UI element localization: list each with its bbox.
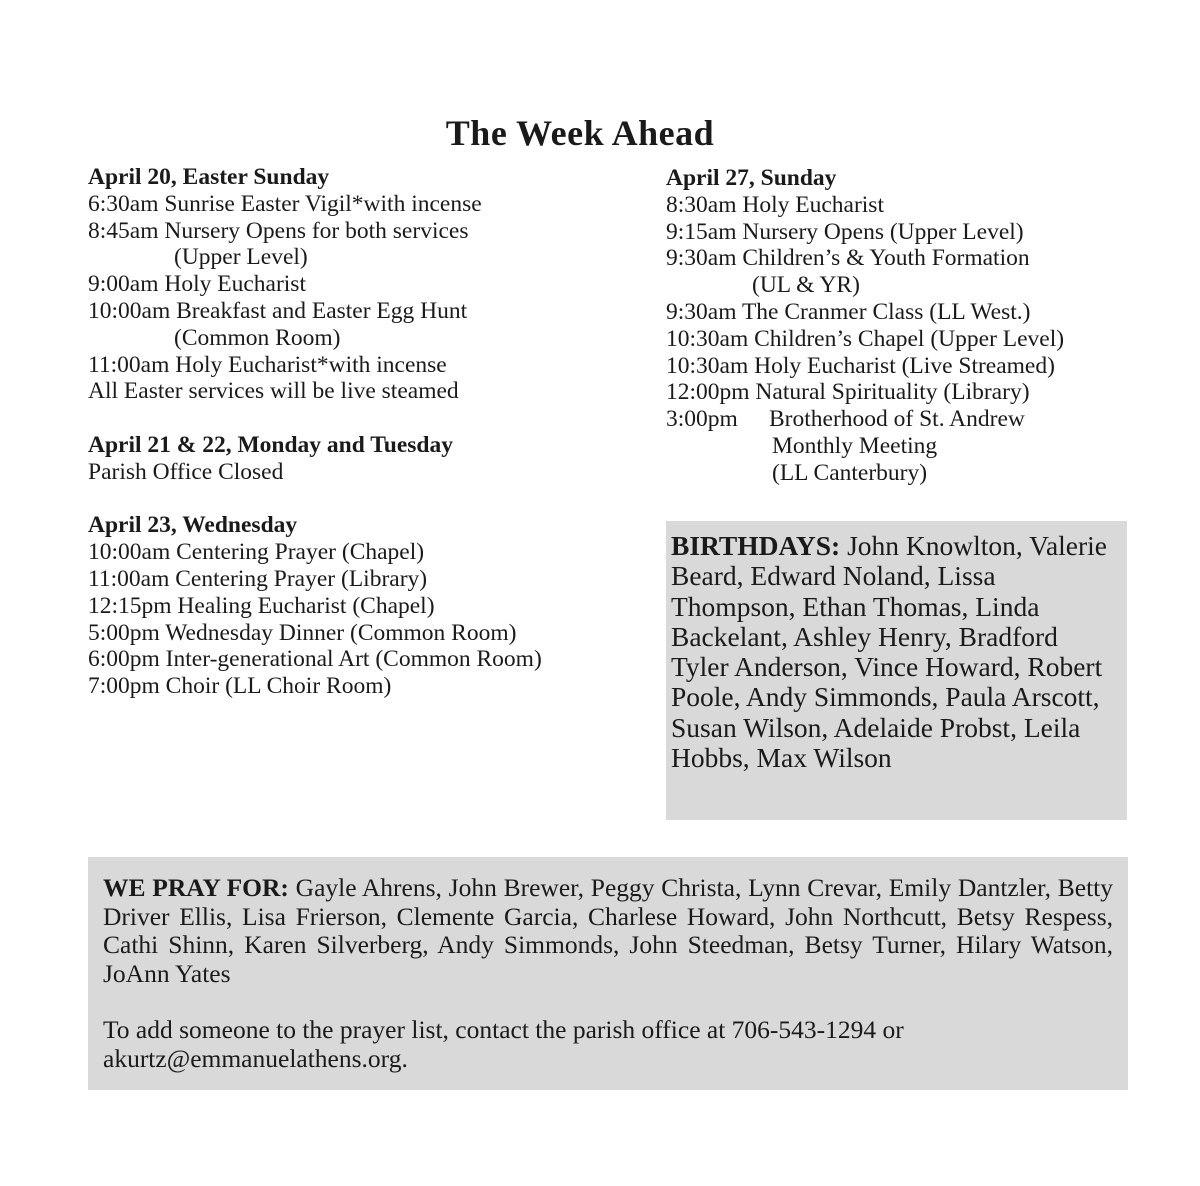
section-heading: April 21 & 22, Monday and Tuesday — [88, 431, 453, 458]
schedule-line: 6:30am Sunrise Easter Vigil*with incense — [88, 190, 482, 217]
schedule-line: Monthly Meeting — [772, 432, 938, 459]
section-heading: April 23, Wednesday — [88, 512, 298, 539]
schedule-section-easter-sunday — [88, 164, 648, 405]
schedule-line: 12:15pm Healing Eucharist (Chapel) — [88, 592, 435, 619]
schedule-line: 6:00pm Inter-generational Art (Common Room) — [88, 646, 542, 673]
schedule-line: 8:45am Nursery Opens for both services — [88, 217, 469, 244]
schedule-line: 7:00pm Choir (LL Choir Room) — [88, 673, 392, 700]
schedule-line: 9:30am The Cranmer Class (LL West.) — [666, 298, 1031, 325]
prayer-list-box — [88, 857, 1128, 1090]
section-heading: April 27, Sunday — [666, 165, 837, 191]
prayer-label: WE PRAY FOR: — [103, 873, 289, 902]
schedule-line: Parish Office Closed — [88, 458, 284, 485]
birthdays-names: John Knowlton, Valerie Beard, Edward Noland, Lissa Thompson, Ethan Thomas, Linda Backelant, Ashley Henry, Bradford Tyler Anderson, Vince Howard, Robert Poole, Andy Simmonds, Paula Arscott, Susan Wilson, Adelaide Probst, Leila Hobbs, Max Wilson — [671, 530, 1108, 774]
schedule-event: Brotherhood of St. Andrew — [769, 406, 1025, 433]
schedule-line: 5:00pm Wednesday Dinner (Common Room) — [88, 619, 517, 646]
schedule-line: (LL Canterbury) — [772, 459, 928, 486]
schedule-line: 9:15am Nursery Opens (Upper Level) — [666, 218, 1024, 245]
schedule-line: 9:00am Holy Eucharist — [88, 271, 306, 298]
schedule-left-column — [88, 164, 648, 700]
schedule-line: 9:30am Children’s & Youth Formation — [666, 245, 1030, 272]
page-title: The Week Ahead — [445, 113, 715, 153]
schedule-section-wednesday — [88, 512, 648, 700]
schedule-line: 10:30am Children’s Chapel (Upper Level) — [666, 325, 1065, 352]
schedule-line: 11:00am Holy Eucharist*with incense — [88, 351, 447, 378]
schedule-line: 10:00am Centering Prayer (Chapel) — [88, 539, 425, 566]
schedule-line: 12:00pm Natural Spirituality (Library) — [666, 379, 1030, 406]
prayer-names: Gayle Ahrens, John Brewer, Peggy Christa, Lynn Crevar, Emily Dantzler, Betty Driver Ellis, Lisa Frierson, Clemente Garcia, Charlese Howard, John Northcutt, Betsy Respess, Cathi Shinn, Karen Silverberg, Andy Simmonds, John Steedman, Betsy Turner, Hilary Watson, JoAnn Yates — [103, 873, 1113, 988]
schedule-line: (UL & YR) — [752, 272, 860, 299]
prayer-contact-text: To add someone to the prayer list, contact the parish office at 706-543-1294 or akurtz@emmanuelathens.org. — [103, 1015, 904, 1073]
schedule-section-april-27 — [666, 165, 1186, 487]
section-heading: April 20, Easter Sunday — [88, 164, 330, 190]
birthdays-box — [666, 521, 1127, 820]
schedule-line: (Upper Level) — [174, 244, 308, 271]
schedule-line: All Easter services will be live steamed — [88, 378, 459, 405]
schedule-line: (Common Room) — [174, 324, 341, 351]
schedule-line — [666, 406, 1186, 433]
schedule-line: 10:00am Breakfast and Easter Egg Hunt — [88, 297, 468, 324]
birthdays-label: BIRTHDAYS: — [671, 530, 841, 561]
schedule-line: 10:30am Holy Eucharist (Live Streamed) — [666, 352, 1055, 379]
schedule-section-monday-tuesday — [88, 432, 648, 486]
prayer-names-paragraph — [103, 874, 1113, 988]
schedule-time: 3:00pm — [666, 406, 738, 433]
schedule-right-column — [666, 165, 1186, 487]
schedule-line: 11:00am Centering Prayer (Library) — [88, 565, 428, 592]
schedule-line: 8:30am Holy Eucharist — [666, 191, 884, 218]
